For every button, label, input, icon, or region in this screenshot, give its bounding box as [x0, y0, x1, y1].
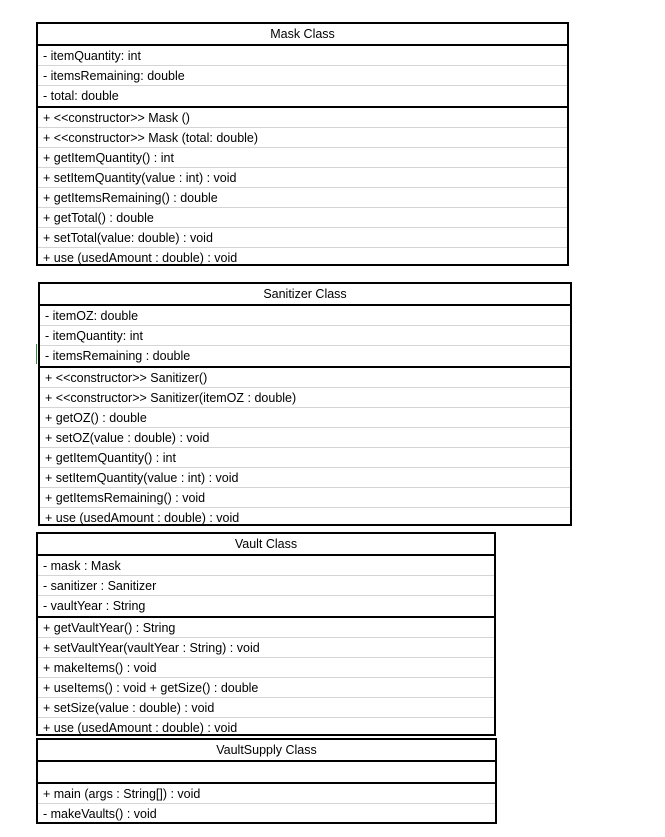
vault-class-box [36, 532, 496, 736]
class-title: VaultSupply Class [38, 740, 495, 762]
method-row: + getItemsRemaining() : void [40, 488, 570, 508]
method-row: + <<constructor>> Mask (total: double) [38, 128, 567, 148]
method-row: + getTotal() : double [38, 208, 567, 228]
attributes-section [40, 306, 570, 368]
method-row: + use (usedAmount : double) : void [43, 721, 238, 735]
method-row: + setTotal(value: double) : void [38, 228, 567, 248]
methods-section [38, 784, 495, 824]
method-row: + setOZ(value : double) : void [40, 428, 570, 448]
attribute-row: - sanitizer : Sanitizer [38, 576, 494, 596]
method-row: + getItemQuantity() : int [40, 448, 570, 468]
attribute-row: - itemQuantity: int [38, 46, 567, 66]
method-row: + setItemQuantity(value : int) : void [38, 168, 567, 188]
method-row: + useItems() : void + getSize() : double [38, 678, 494, 698]
attributes-section [38, 46, 567, 108]
attribute-row: - vaultYear : String [43, 599, 146, 613]
method-row: + <<constructor>> Sanitizer() [40, 368, 570, 388]
attribute-row: - itemsRemaining : double [45, 349, 191, 363]
cell-gridline [36, 344, 37, 364]
attributes-section [38, 556, 494, 618]
attribute-row: - mask : Mask [38, 556, 494, 576]
attribute-row: - total: double [43, 89, 119, 103]
class-title: Sanitizer Class [40, 284, 570, 306]
method-row: - makeVaults() : void [43, 807, 157, 821]
method-row: + getOZ() : double [40, 408, 570, 428]
method-row: + getItemQuantity() : int [38, 148, 567, 168]
class-title: Vault Class [38, 534, 494, 556]
method-row: + makeItems() : void [38, 658, 494, 678]
method-row: + <<constructor>> Sanitizer(itemOZ : double) [40, 388, 570, 408]
method-row: + setItemQuantity(value : int) : void [40, 468, 570, 488]
class-title: Mask Class [38, 24, 567, 46]
method-row: + getVaultYear() : String [38, 618, 494, 638]
methods-section [38, 108, 567, 268]
empty-attributes-row [38, 762, 495, 782]
attribute-row: - itemsRemaining: double [38, 66, 567, 86]
attribute-row: - itemQuantity: int [40, 326, 570, 346]
mask-class-box [36, 22, 569, 266]
method-row: + use (usedAmount : double) : void [45, 511, 240, 525]
methods-section [40, 368, 570, 528]
vaultsupply-class-box [36, 738, 497, 824]
attribute-row: - itemOZ: double [40, 306, 570, 326]
method-row: + use (usedAmount : double) : void [43, 251, 238, 265]
method-row: + getItemsRemaining() : double [38, 188, 567, 208]
method-row: + setVaultYear(vaultYear : String) : void [38, 638, 494, 658]
method-row: + <<constructor>> Mask () [38, 108, 567, 128]
method-row: + main (args : String[]) : void [38, 784, 495, 804]
attributes-section [38, 762, 495, 784]
methods-section [38, 618, 494, 738]
sanitizer-class-box [38, 282, 572, 526]
method-row: + setSize(value : double) : void [38, 698, 494, 718]
